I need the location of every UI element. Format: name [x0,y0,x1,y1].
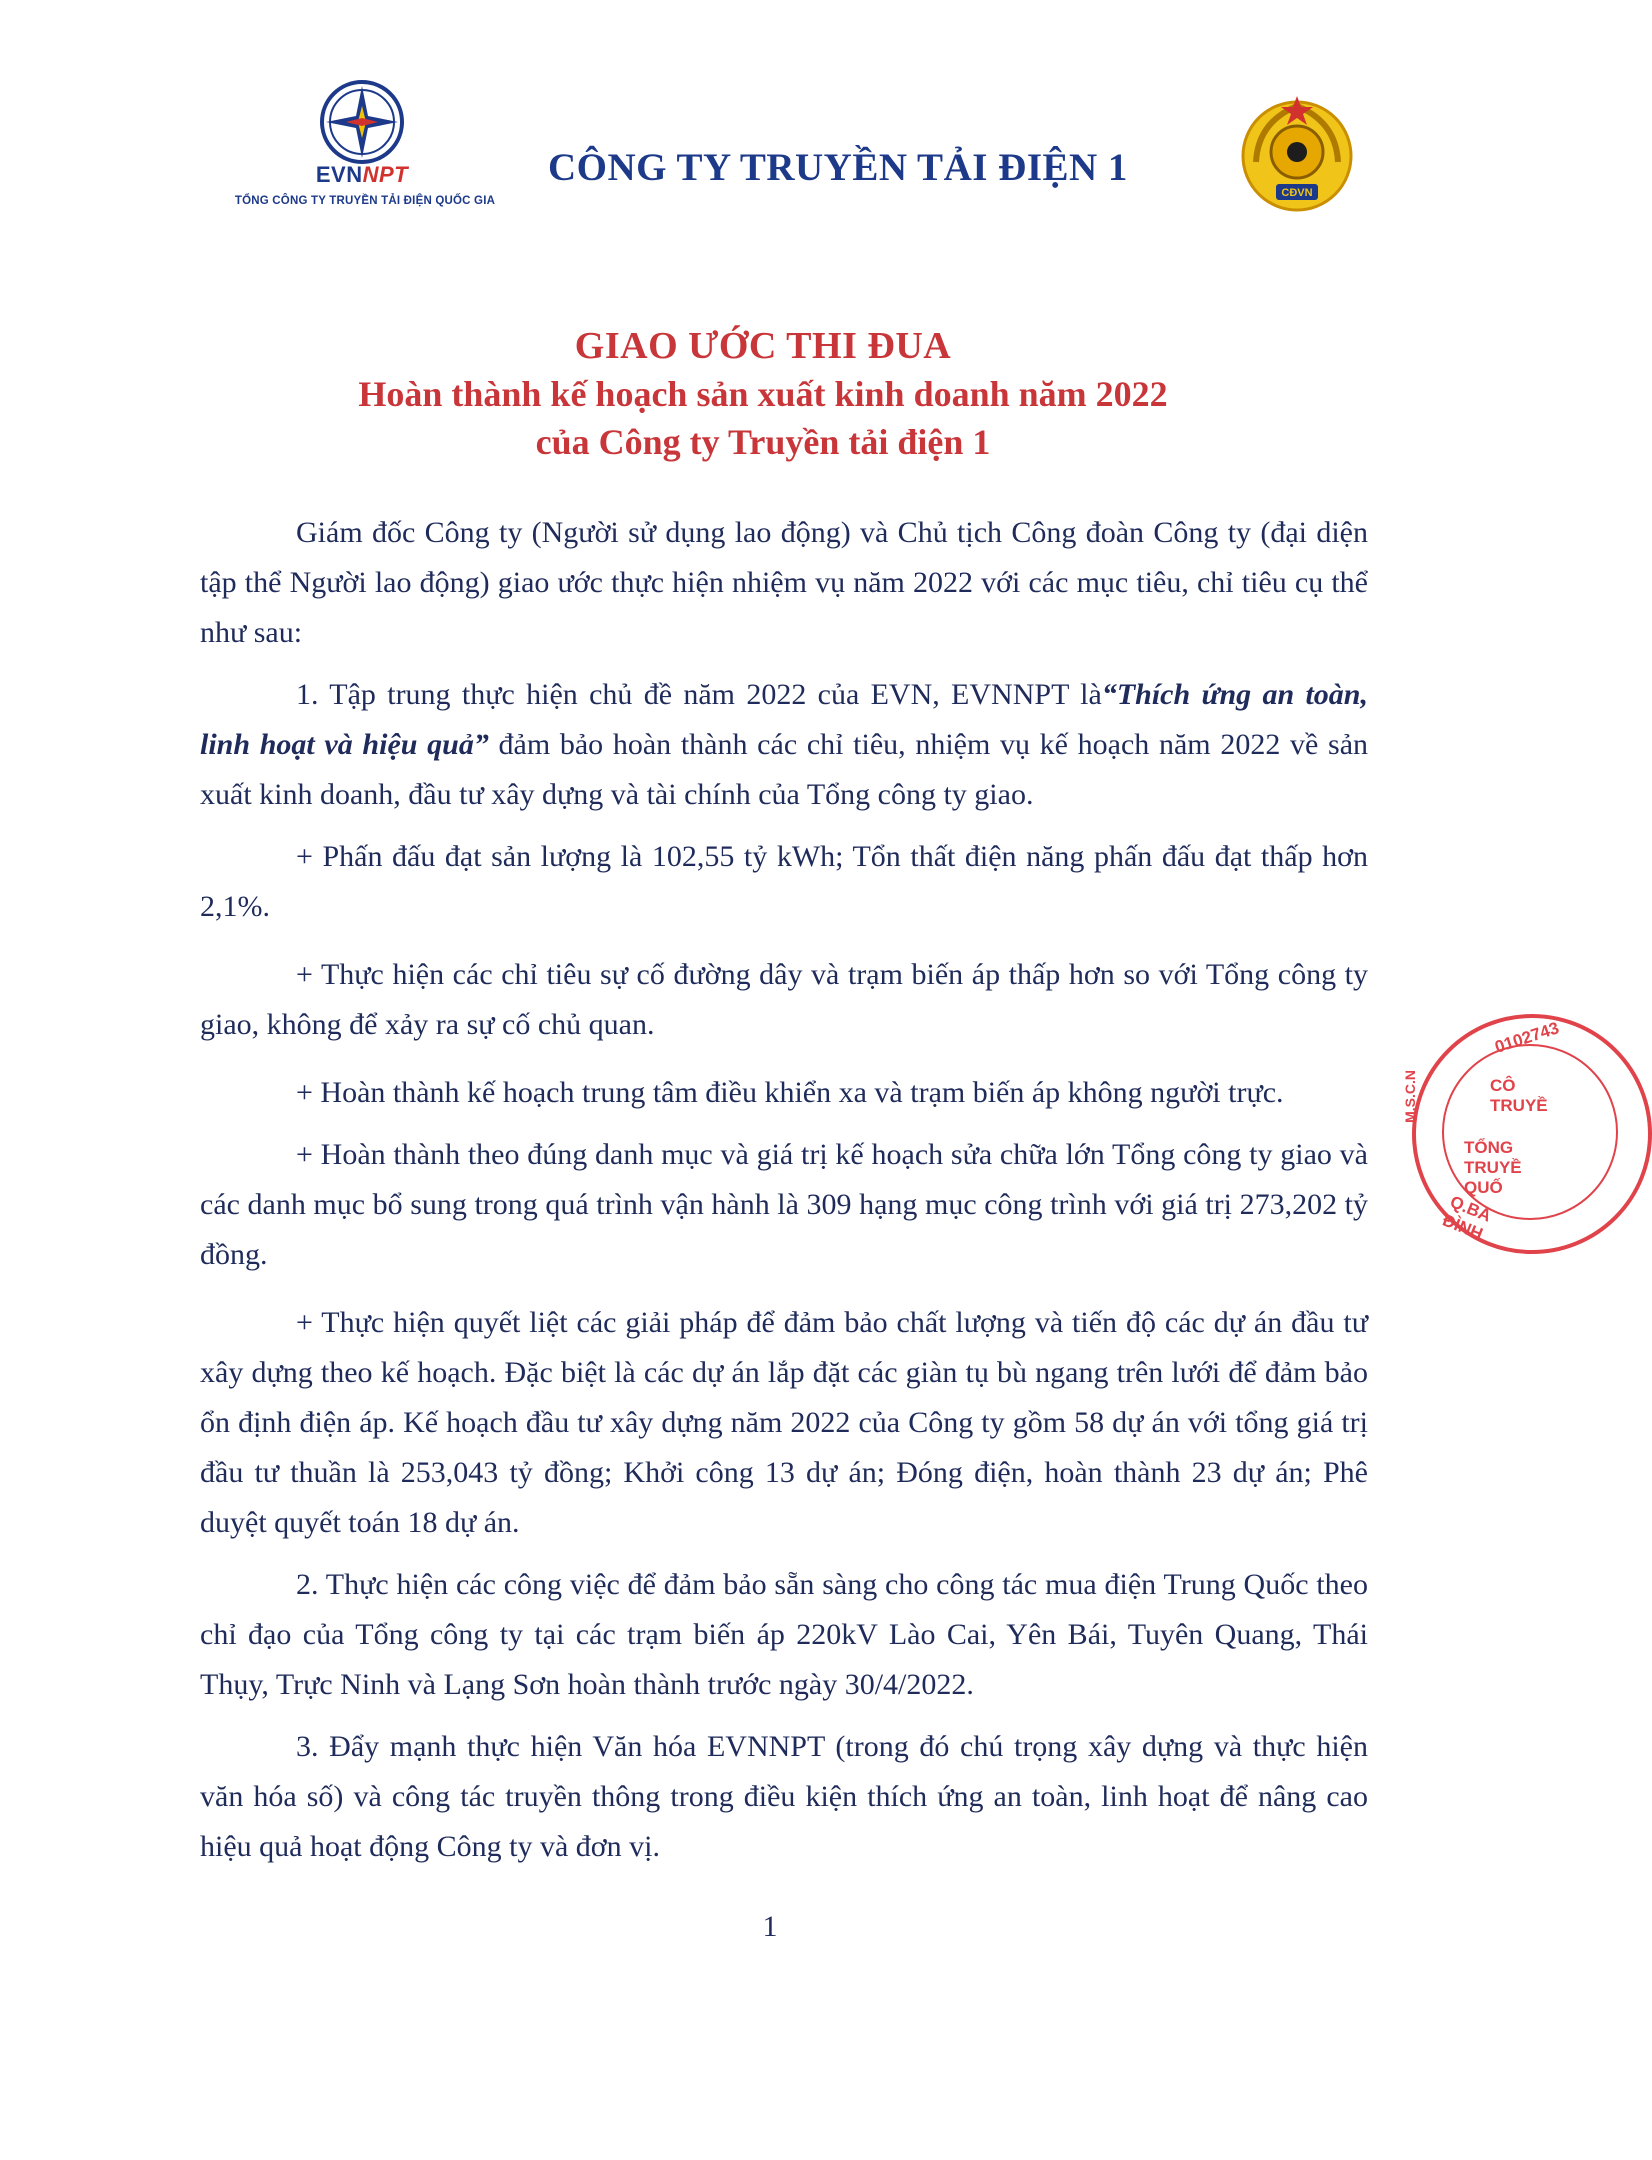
evnnpt-brand [300,162,424,188]
seal-district: Q.BA ĐÌNH [1439,1192,1494,1244]
bullet-output-target: + Phấn đấu đạt sản lượng là 102,55 tỷ kWh; Tổn thất điện năng phấn đấu đạt thấp hơn 2,1%. [200,840,1368,923]
svg-text:CĐVN: CĐVN [1281,187,1313,199]
item-1-emphasis: “Thích ứng an toàn, linh hoạt và hiệu quả” [200,678,1368,761]
item-1 [200,670,1368,820]
document-title: GIAO ƯỚC THI ĐUA [574,325,952,367]
brand-evn: EVN [315,162,363,187]
item-1-rest: đảm bảo hoàn thành các chỉ tiêu, nhiệm vụ kế hoạch năm 2022 về sản xuất kinh doanh, đầu tư xây dựng và tài chính của Tổng công ty giao. [200,728,1369,811]
seal-code: 0102743 [1492,1018,1562,1057]
bullet-incident-target: + Thực hiện các chỉ tiêu sự cố đường dây và trạm biến áp thấp hơn so với Tổng công ty giao, không để xảy ra sự cố chủ quan. [200,958,1368,1041]
item-3: 3. Đẩy mạnh thực hiện Văn hóa EVNNPT (trong đó chú trọng xây dựng và thực hiện văn hóa số) và công tác truyền thông trong điều kiện thích ứng an toàn, linh hoạt để nâng cao hiệu quả hoạt động Công ty và đơn vị. [200,1730,1368,1863]
item-1-text: 1. Tập trung thực hiện chủ đề năm 2022 của EVN, EVNNPT là [296,678,1102,711]
company-name: CÔNG TY TRUYỀN TẢI ĐIỆN 1 [548,146,1128,189]
item-2: 2. Thực hiện các công việc để đảm bảo sẵn sàng cho công tác mua điện Trung Quốc theo chỉ đạo của Tổng công ty tại các trạm biến áp 220kV Lào Cai, Yên Bái, Tuyên Quang, Thái Thụy, Trực Ninh và Lạng Sơn hoàn thành trước ngày 30/4/2022. [200,1568,1368,1701]
seal-text-2: TỔNG TRUYỀ QUỐ [1464,1138,1522,1197]
seal-text-1: CÔ TRUYỀ [1490,1076,1548,1115]
company-seal-stamp [1398,1010,1562,1260]
evnnpt-logo-icon [318,78,406,166]
document-body [200,508,1368,1890]
trade-union-logo-icon [1238,92,1356,214]
bullet-investment: + Thực hiện quyết liệt các giải pháp để đảm bảo chất lượng và tiến độ các dự án đầu tư xây dựng theo kế hoạch. Đặc biệt là các dự án lắp đặt các giàn tụ bù ngang trên lưới để đảm bảo ổn định điện áp. Kế hoạch đầu tư xây dựng năm 2022 của Công ty gồm 58 dự án với tổng giá trị đầu tư thuần là 253,043 tỷ đồng; Khởi công 13 dự án; Đóng điện, hoàn thành 23 dự án; Phê duyệt quyết toán 18 dự án. [200,1306,1368,1539]
logo-subtitle: TỔNG CÔNG TY TRUYỀN TẢI ĐIỆN QUỐC GIA [234,195,496,207]
title-block [200,322,1326,466]
intro-paragraph: Giám đốc Công ty (Người sử dụng lao động) và Chủ tịch Công đoàn Công ty (đại diện tập thể Người lao động) giao ước thực hiện nhiệm vụ năm 2022 với các mục tiêu, chỉ tiêu cụ thể như sau: [200,516,1368,649]
bullet-remote-control: + Hoàn thành kế hoạch trung tâm điều khiển xa và trạm biến áp không người trực. [296,1076,1284,1109]
brand-npt: NPT [362,162,409,187]
document-subtitle-1: Hoàn thành kế hoạch sản xuất kinh doanh năm 2022 [358,374,1168,414]
bullet-major-repair: + Hoàn thành theo đúng danh mục và giá trị kế hoạch sửa chữa lớn Tổng công ty giao và các danh mục bổ sung trong quá trình vận hành là 309 hạng mục công trình với giá trị 273,202 tỷ đồng. [200,1138,1368,1271]
document-subtitle-2: của Công ty Truyền tải điện 1 [535,422,991,462]
page-number: 1 [762,1910,778,1943]
seal-msc: M.S.C.N [1402,1070,1418,1123]
